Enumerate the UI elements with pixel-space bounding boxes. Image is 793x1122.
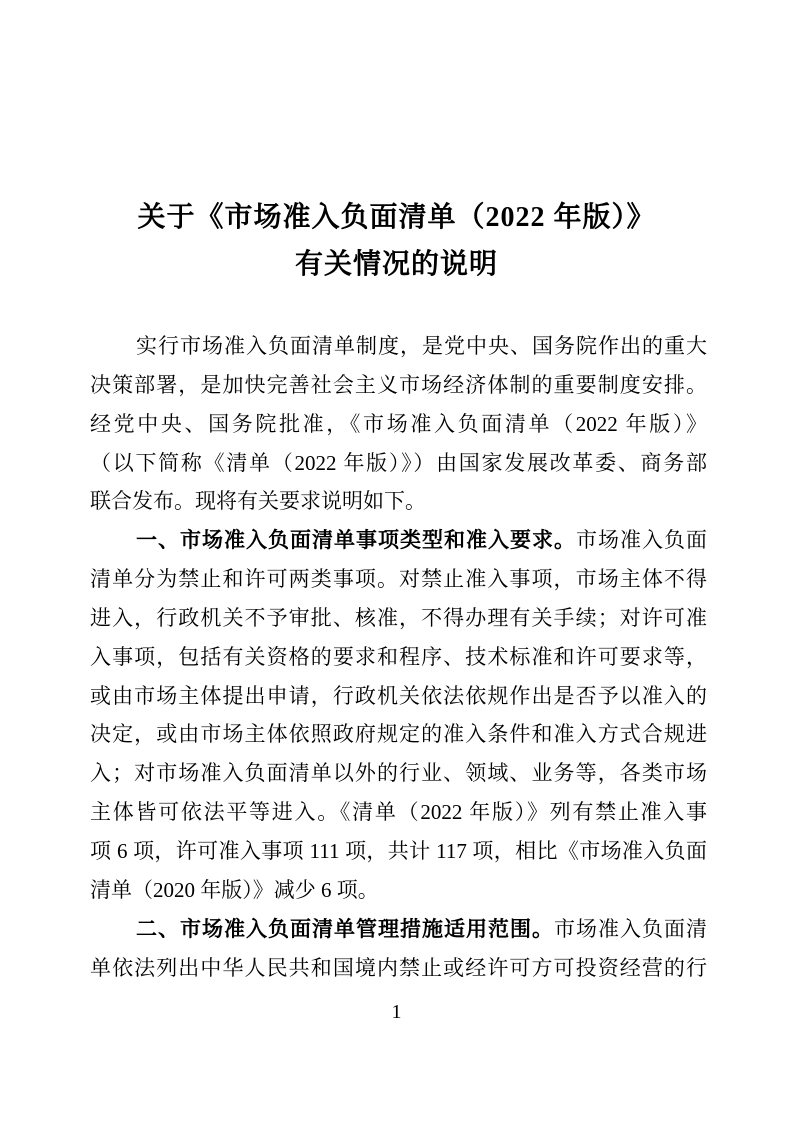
body-line: 决定，或由市场主体依照政府规定的准入条件和准入方式合规进 bbox=[90, 722, 707, 747]
section-heading: 一、市场准入负面清单事项类型和准入要求。 bbox=[136, 529, 576, 553]
body-line: 清单（2020 年版）》减少 6 项。 bbox=[90, 877, 379, 902]
body-line: 经党中央、国务院批准，《市场准入负面清单（2022 年版）》 bbox=[90, 411, 707, 436]
body-line: 或由市场主体提出申请，行政机关依法依规作出是否予以准入的 bbox=[90, 683, 707, 708]
body-text bbox=[90, 327, 707, 987]
body-line: 二、市场准入负面清单管理措施适用范围。市场准入负面清 bbox=[136, 916, 707, 941]
body-line: 主体皆可依法平等进入。《清单（2022 年版）》列有禁止准入事 bbox=[90, 800, 707, 825]
page-number: 1 bbox=[391, 1001, 402, 1023]
body-line: 决策部署，是加快完善社会主义市场经济体制的重要制度安排。 bbox=[90, 372, 707, 397]
body-line: 入；对市场准入负面清单以外的行业、领域、业务等，各类市场 bbox=[90, 761, 707, 786]
body-line: 单依法列出中华人民共和国境内禁止或经许可方可投资经营的行 bbox=[90, 955, 707, 980]
body-line: 进入，行政机关不予审批、核准，不得办理有关手续；对许可准 bbox=[90, 605, 707, 630]
body-line: 项 6 项，许可准入事项 111 项，共计 117 项，相比《市场准入负面 bbox=[90, 838, 707, 863]
body-line: （以下简称《清单（2022 年版）》）由国家发展改革委、商务部 bbox=[90, 450, 707, 475]
body-line: 入事项，包括有关资格的要求和程序、技术标准和许可要求等， bbox=[90, 644, 707, 669]
document-title-line-1: 关于《市场准入负面清单（2022 年版）》 bbox=[137, 202, 656, 233]
document-title bbox=[0, 194, 793, 288]
body-line: 联合发布。现将有关要求说明如下。 bbox=[90, 489, 426, 514]
body-line: 一、市场准入负面清单事项类型和准入要求。市场准入负面 bbox=[136, 528, 707, 553]
section-heading: 二、市场准入负面清单管理措施适用范围。 bbox=[136, 917, 554, 941]
body-line: 清单分为禁止和许可两类事项。对禁止准入事项，市场主体不得 bbox=[90, 567, 707, 592]
body-line: 实行市场准入负面清单制度，是党中央、国务院作出的重大 bbox=[136, 334, 707, 358]
document-title-line-2: 有关情况的说明 bbox=[294, 249, 498, 280]
